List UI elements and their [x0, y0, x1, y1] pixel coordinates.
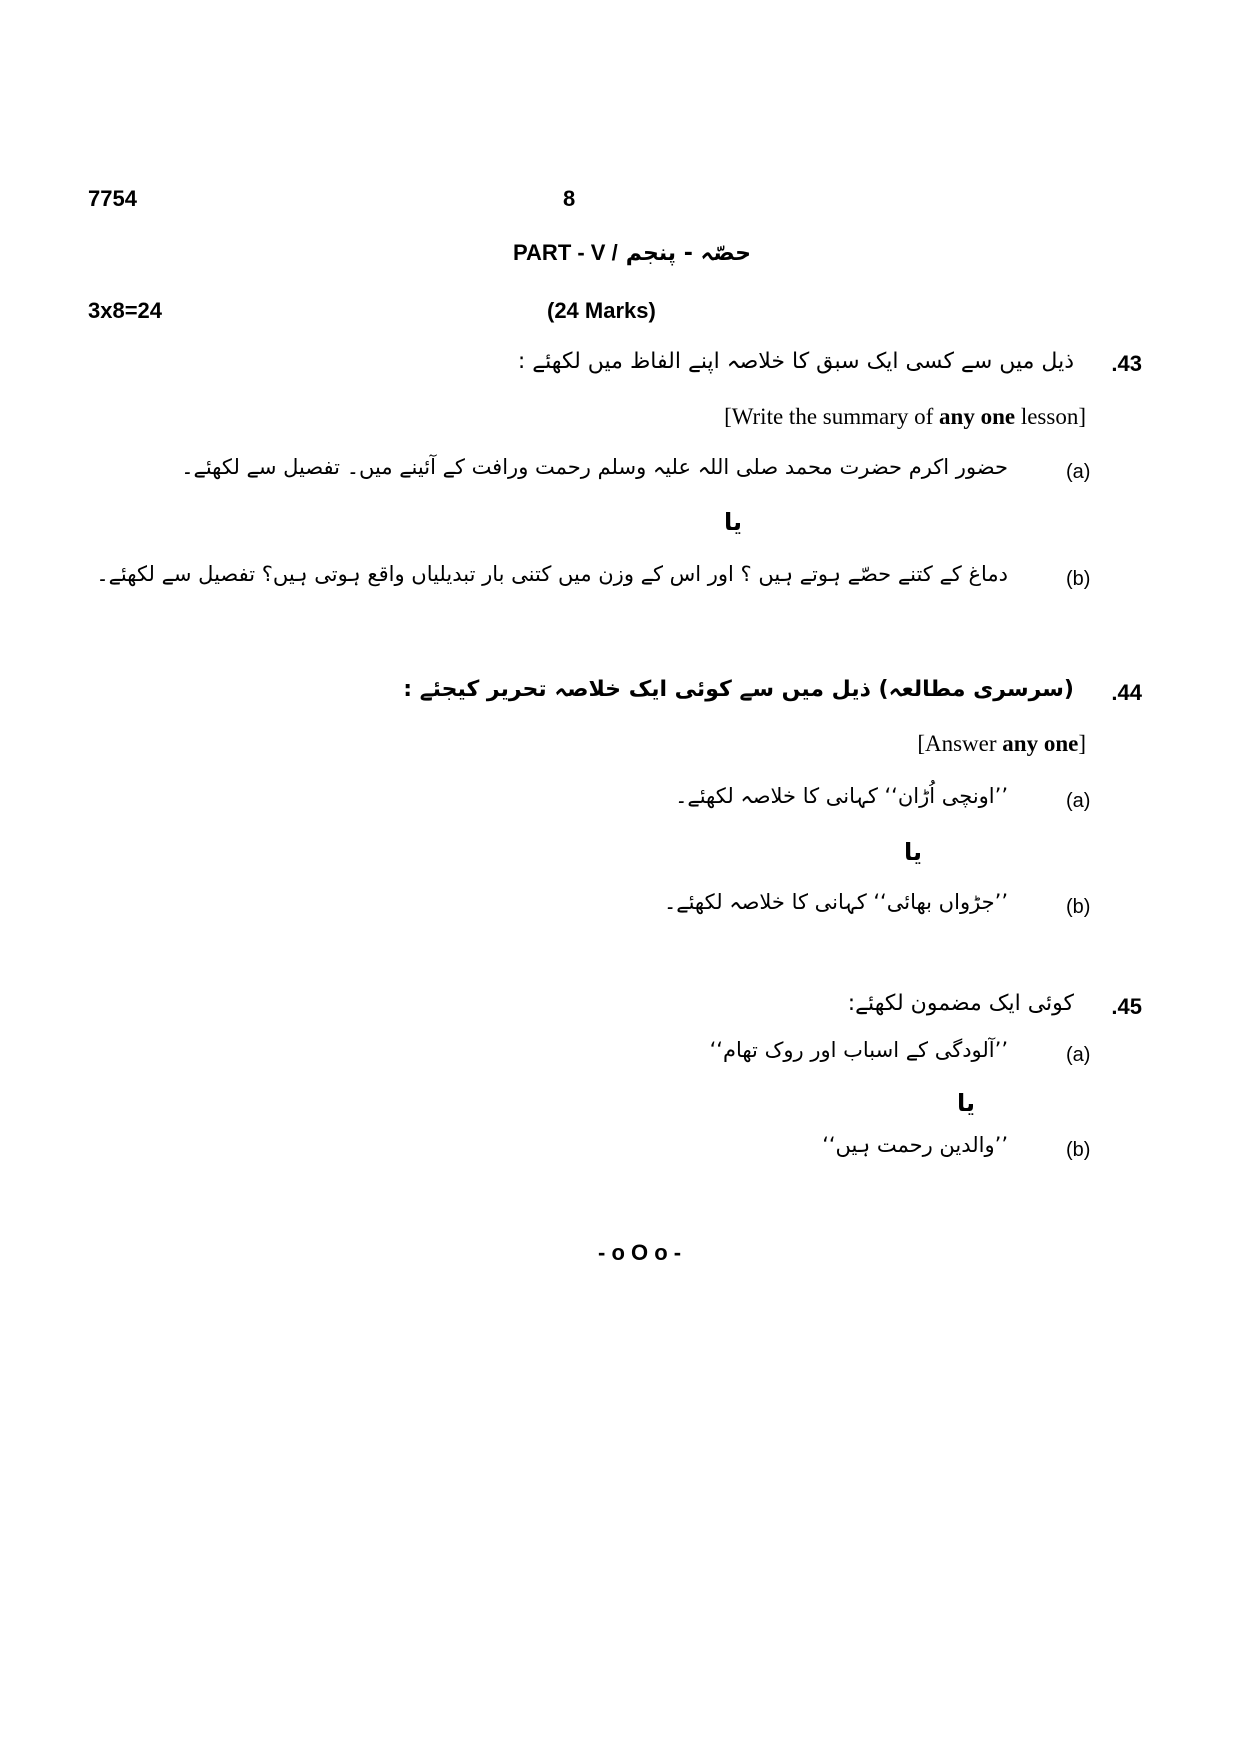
- q44-en-pre: [Answer: [917, 731, 1003, 756]
- question-43-instruction: ذیل میں سے کسی ایک سبق کا خلاصہ اپنے الفاظ میں لکھئے :: [517, 349, 1074, 374]
- question-45-option-a-text: ’’آلودگی کے اسباب اور روک تھام‘‘: [709, 1038, 1008, 1062]
- question-43-english-instruction: [724, 404, 1086, 430]
- question-43-option-a-label: (a): [1066, 461, 1091, 483]
- marks-formula: 3x8=24: [88, 298, 163, 323]
- question-44-english-instruction: [917, 731, 1086, 757]
- question-43-option-b-text: دماغ کے کتنے حصّے ہوتے ہیں ؟ اور اس کے وزن میں کتنی بار تبدیلیاں واقع ہوتی ہیں؟ تفصیل سے لکھئے۔: [96, 562, 1008, 586]
- question-45-instruction: کوئی ایک مضمون لکھئے:: [847, 991, 1074, 1016]
- question-43-or: یا: [724, 508, 743, 536]
- question-number-44: .44: [1111, 680, 1142, 705]
- question-45-option-b-label: (b): [1066, 1139, 1091, 1161]
- question-45-option-a-label: (a): [1066, 1044, 1091, 1066]
- q44-en-bold: any one: [1002, 731, 1079, 756]
- q43-en-pre: [Write the summary of: [724, 404, 940, 429]
- page-number: 8: [563, 186, 576, 211]
- question-number-43: .43: [1111, 351, 1142, 376]
- q44-en-post: ]: [1078, 731, 1086, 756]
- part-title-urdu: حصّہ - پنجم: [625, 240, 751, 266]
- q43-en-bold: any one: [939, 404, 1016, 429]
- question-45-or: یا: [957, 1089, 976, 1117]
- paper-code: 7754: [88, 186, 137, 211]
- question-44-option-b-label: (b): [1066, 896, 1091, 918]
- total-marks: (24 Marks): [547, 298, 656, 323]
- q43-en-post: lesson]: [1015, 404, 1086, 429]
- question-44-option-a-text: ’’اونچی اُڑان‘‘ کہانی کا خلاصہ لکھئے۔: [675, 784, 1008, 808]
- question-43-option-b-label: (b): [1066, 568, 1091, 590]
- question-45-option-b-text: ’’والدین رحمت ہیں‘‘: [822, 1133, 1008, 1157]
- part-title-english: PART - V /: [513, 240, 618, 265]
- question-44-option-b-text: ’’جڑواں بھائی‘‘ کہانی کا خلاصہ لکھئے۔: [663, 890, 1008, 914]
- end-of-paper-mark: - o O o -: [598, 1240, 682, 1265]
- part-title: [513, 240, 751, 266]
- question-number-45: .45: [1111, 994, 1142, 1019]
- question-44-instruction: (سرسری مطالعہ) ذیل میں سے کوئی ایک خلاصہ تحریر کیجئے :: [403, 677, 1074, 702]
- question-44-or: یا: [904, 838, 923, 866]
- question-43-option-a-text: حضور اکرم حضرت محمد صلی اللہ علیہ وسلم رحمت ورافت کے آئینے میں۔ تفصیل سے لکھئے۔: [181, 455, 1008, 479]
- question-44-option-a-label: (a): [1066, 790, 1091, 812]
